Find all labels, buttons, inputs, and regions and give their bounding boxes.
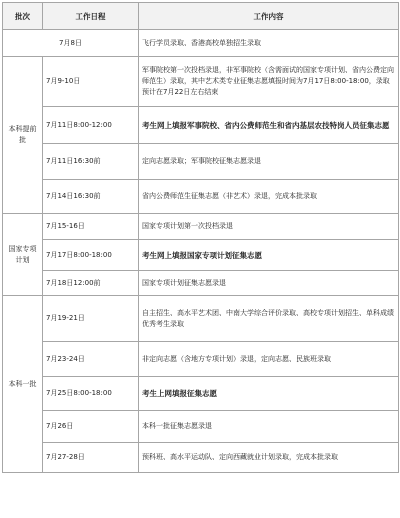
table-row: [3, 144, 399, 180]
table-row: [3, 30, 399, 57]
date-cell: 7月15-16日: [43, 214, 139, 240]
header-row: [3, 3, 399, 30]
date-cell: 7月26日: [43, 411, 139, 443]
table-row: [3, 411, 399, 443]
table-row: [3, 240, 399, 271]
content-cell: 飞行学员录取、香港高校单独招生录取: [139, 30, 399, 57]
table-row: [3, 180, 399, 214]
content-cell: 预科班、高水平运动队、定向西藏就业计划录取，完成本批录取: [139, 443, 399, 473]
content-cell: 本科一批征集志愿录退: [139, 411, 399, 443]
admission-schedule-table: [2, 2, 399, 473]
date-cell: 7月23-24日: [43, 342, 139, 377]
table-row: [3, 271, 399, 296]
header-batch: 批次: [3, 3, 43, 30]
content-cell: 考生上网填报征集志愿: [139, 377, 399, 411]
content-cell: 国家专项计划第一次投档录退: [139, 214, 399, 240]
table-row: [3, 214, 399, 240]
date-cell: 7月11日8:00-12:00: [43, 107, 139, 144]
content-cell: 定向志愿录取；军事院校征集志愿录退: [139, 144, 399, 180]
batch-cell: 本科一批: [3, 296, 43, 473]
date-cell: 7月11日16:30前: [43, 144, 139, 180]
date-cell: 7月9-10日: [43, 57, 139, 107]
date-cell: 7月27-28日: [43, 443, 139, 473]
content-cell: 自主招生、高水平艺术团、中南大学综合评价录取、高校专项计划招生、单科成绩优秀考生录取: [139, 296, 399, 342]
content-cell: 考生网上填报国家专项计划征集志愿: [139, 240, 399, 271]
date-cell: 7月14日16:30前: [43, 180, 139, 214]
header-content: 工作内容: [139, 3, 399, 30]
content-cell: 国家专项计划征集志愿录退: [139, 271, 399, 296]
table-row: [3, 443, 399, 473]
content-cell: 军事院校第一次投档录退，非军事院校（含需面试的国家专项计划、省内公费定向师范生）录取，其中艺术类专业征集志愿填报时间为7月17日8:00-18:00，录取预计在7月22日左右结束: [139, 57, 399, 107]
date-cell: 7月17日8:00-18:00: [43, 240, 139, 271]
date-cell: 7月19-21日: [43, 296, 139, 342]
date-cell: 7月25日8:00-18:00: [43, 377, 139, 411]
table-row: [3, 57, 399, 107]
content-cell: 考生网上填报军事院校、省内公费师范生和省内基层农技特岗人员征集志愿: [139, 107, 399, 144]
content-cell: 非定向志愿（含地方专项计划）录退，定向志愿、民族班录取: [139, 342, 399, 377]
date-cell: 7月8日: [3, 30, 139, 57]
batch-cell: 国家专项计划: [3, 214, 43, 296]
content-cell: 省内公费师范生征集志愿（非艺术）录退，完成本批录取: [139, 180, 399, 214]
table-row: [3, 377, 399, 411]
table-row: [3, 296, 399, 342]
table-row: [3, 107, 399, 144]
batch-cell: 本科提前批: [3, 57, 43, 214]
header-schedule: 工作日程: [43, 3, 139, 30]
date-cell: 7月18日12:00前: [43, 271, 139, 296]
table-row: [3, 342, 399, 377]
